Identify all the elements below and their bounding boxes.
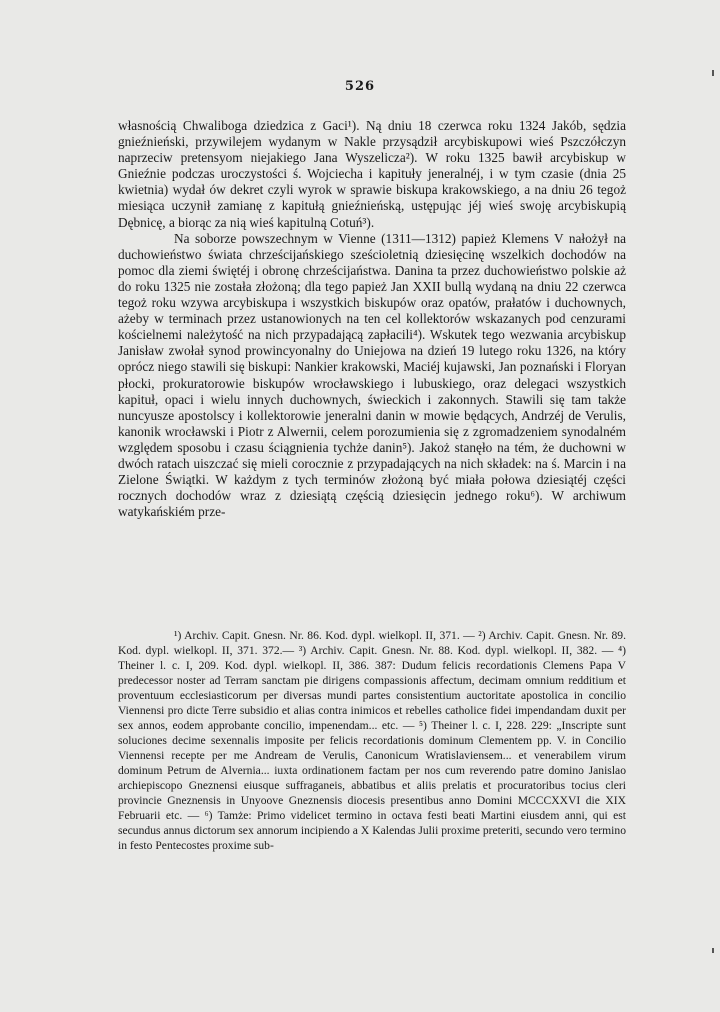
scan-artifact <box>712 948 714 953</box>
paragraph: Na soborze powszechnym w Vienne (1311—1312) papież Klemens V nałożył na duchowieństwo świata chrześcijańskiego sześcioletnią dziesięcinę wszelkich dochodów na pomoc dla ziemi świętéj i obronę chrześcijaństwa. Danina ta przez duchowieństwo polskie aż do roku 1325 nie została złożoną; dla tego papież Jan XXII bullą wydaną na dniu 22 czerwca tegoż roku wzywa arcybiskupa i wszystkich biskupów oraz opatów, prałatów i duchownych, ażeby w terminach przez ustanowionych na ten cel kollektorów wskazanych pod cenzurami kościelnemi należytość na nich przypadającą zapłacili⁴). Wskutek tego wezwania arcybiskup Janisław zwołał synod prowincyonalny do Uniejowa na dzień 19 lutego roku 1326, na który oprócz niego stawili się biskupi: Nankier krakowski, Maciéj kujawski, Jan poznański i Floryan płocki, prokuratorowie biskupów wrocławskiego i lubuskiego, oraz delegaci wszystkich kapituł, opaci i wielu innych duchownych, świeckich i zakonnych. Stawili się tam także nuncyusze apostolscy i kollektorowie jeneralni danin w mowie będących, Andrzéj de Verulis, kanonik wrocławski i Piotr z Alwernii, celem porozumienia się z zgromadzeniem synodalném względem sposobu i czasu ściągnienia tychże danin⁵). Jakoż stanęło na tém, że duchowni w dwóch ratach uiszczać się mieli corocznie z przypadających na nich składek: na ś. Marcin i na Zielone Świątki. W każdym z tych terminów złożoną być miała połowa dziesiątéj części rocznych dochodów wraz z dziesiątą częścią dziesięcin jednego roku⁶). W archiwum watykańskiém prze- <box>118 230 626 520</box>
main-text <box>118 118 626 520</box>
page-number: 526 <box>344 79 376 94</box>
scan-artifact <box>712 70 714 76</box>
footnotes <box>118 628 626 853</box>
footnote-block: ¹) Archiv. Capit. Gnesn. Nr. 86. Kod. dypl. wielkopl. II, 371. — ²) Archiv. Capit. Gnesn. Nr. 89. Kod. dypl. wielkopl. II, 371. 372.— ³) Archiv. Capit. Gnesn. Nr. 88. Kod. dypl. wielkopl. II, 382. — ⁴) Theiner l. c. I, 209. Kod. dypl. wielkopl. II, 386. 387: Dudum felicis recordationis Clemens Papa V predecessor noster ad Terram sanctam pie dirigens compassionis affectum, decimam omnium redditium et proventuum ecclesiasticorum per diversas mundi partes consistentium auctoritate apostolica in concilio Viennensi pro dicte Terre subsidio et alias contra inimicos et rebelles catholice fidei impendandam duxit per sex annos, eodem approbante concilio, impenendam... etc. — ⁵) Theiner l. c. I, 228. 229: „Inscripte sunt soluciones decime sexennalis imposite per felicis recordationis dominum Clementem pp. V. in Concilio Viennensi recepte per me Andream de Verulis, Canonicum Wratislaviensem... et venerabilem virum dominum Petrum de Alvernia... iuxta ordinationem factam per nos cum reverendo patre domino Janislao archiepiscopo Gneznensi eiusque suffraganeis, abbatibus et aliis prelatis et procuratoribus tocius cleri provincie Gneznensis in Unyoove Gneznensis diocesis presentibus anno Domini MCCCXXVI die XIX Februarii etc. — ⁶) Tamże: Primo videlicet termino in octava festi beati Martini eiusdem anni, qui est secundus annus dictorum sex annorum incipiendo a X Kalendas Julii proxime preteriti, secundo vero termino in festo Pentecostes proxime sub- <box>118 629 626 852</box>
paragraph: własnością Chwaliboga dziedzica z Gaci¹). Ną dniu 18 czerwca roku 1324 Jakób, sędzia gnieźnieński, przywilejem wydanym w Nakle przysądził arcybiskupowi wieś Pszczółczyn naprzeciw pretensyom niejakiego Jana Wyszeliczа²). W roku 1325 bawił arcybiskup w Gnieźnie podczas uroczystości ś. Wojciecha i kapituły jeneralnéj, i w tym czasie (dnia 25 kwietnia) wydał ów dekret czyli wyrok w sprawie biskupa krakowskiego, a na dniu 26 tegoż miesiąca uczynił zamianę z kapitułą gnieźnieńską, ustępując jéj wieś swoję arcybiskupią Dębnicę, a biorąc za nią wieś kapitulną Cotuń³). <box>118 118 626 230</box>
